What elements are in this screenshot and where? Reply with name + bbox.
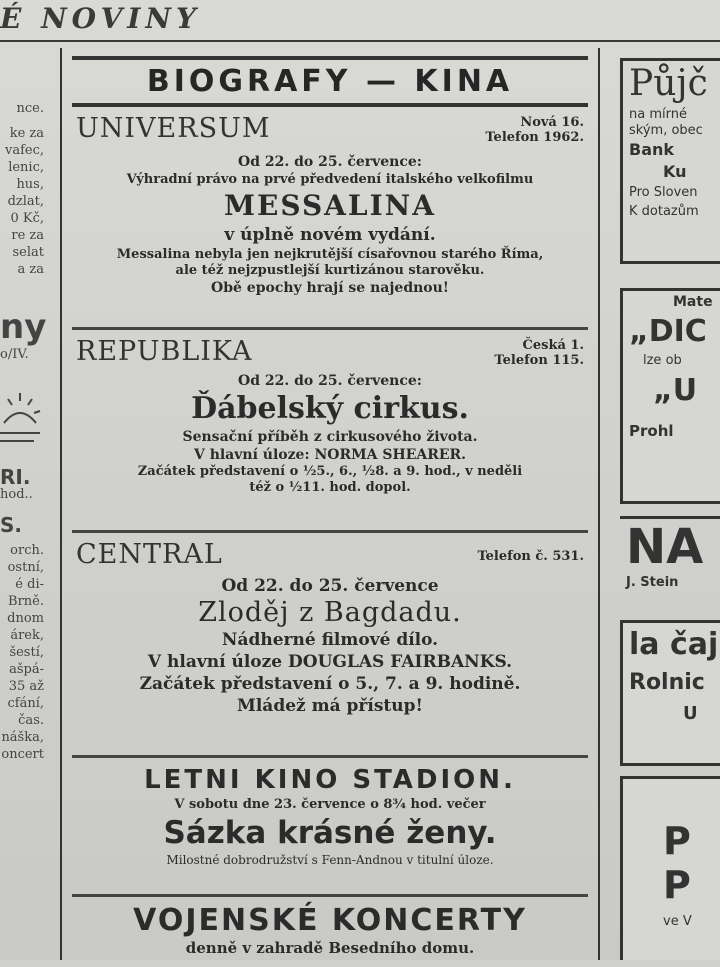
ad-text: V hlavní úloze DOUGLAS FAIRBANKS.	[147, 652, 513, 672]
fragment: lenic,	[8, 160, 44, 175]
fragment: S.	[0, 513, 23, 537]
film-title: MESSALINA	[224, 189, 436, 222]
fragment: hus,	[16, 177, 44, 192]
box-text: „U	[653, 373, 698, 408]
address-line: Česká 1.	[522, 338, 584, 353]
box-text: NA	[626, 519, 704, 575]
cinema-name: LETNI KINO STADION.	[144, 765, 516, 795]
fragment: Brně.	[8, 594, 44, 609]
ad-text: Výhradní právo na prvé předvedení italského velkofilmu	[126, 172, 534, 187]
ad-letni-kino-stadion	[72, 758, 588, 897]
header-title: BIOGRAFY — KINA	[146, 64, 514, 99]
ad-box-na	[620, 516, 720, 601]
section-header	[72, 56, 588, 107]
fragment: o/IV.	[0, 347, 29, 362]
cinema-name: UNIVERSUM	[76, 113, 271, 144]
fragment: náška,	[1, 730, 44, 745]
ad-box-loan	[620, 58, 720, 264]
cinema-name: CENTRAL	[76, 539, 223, 570]
fragment: šestí,	[9, 645, 44, 660]
masthead-rule	[0, 40, 720, 42]
ad-subtitle: v úplně novém vydání.	[224, 225, 436, 245]
cinema-address	[485, 115, 584, 145]
ad-text: Messalina nebyla jen nejkrutější císařovnou starého Říma,	[116, 247, 544, 262]
fragment: nce.	[16, 101, 44, 116]
cinema-ads-column	[60, 48, 600, 960]
ad-text: Mládež má přístup!	[237, 696, 423, 716]
fragment: selat	[12, 245, 44, 260]
box-text: P	[663, 863, 691, 907]
ad-text: Sensační příběh z cirkusového života.	[182, 429, 478, 445]
film-title: Zloděj z Bagdadu.	[198, 597, 462, 628]
box-text: na mírné	[629, 107, 687, 122]
fragment: oncert	[1, 747, 44, 762]
date-line: Od 22. do 25. července:	[238, 154, 422, 170]
cinema-name: REPUBLIKA	[76, 336, 253, 367]
date-line: Od 22. do 25. července	[221, 576, 439, 596]
address-line: Nová 16.	[520, 115, 584, 130]
cinema-address	[494, 338, 584, 368]
fragment: a za	[17, 262, 44, 277]
fragment: ny	[0, 307, 47, 347]
fragment: ostní,	[7, 560, 44, 575]
ad-text: Milostné dobrodružství s Fenn-Andnou v titulní úloze.	[166, 853, 494, 867]
fragment: ašpá-	[9, 662, 44, 677]
ad-text: Nádherné filmové dílo.	[221, 630, 439, 650]
box-text: Pro Sloven	[629, 185, 698, 200]
box-text: Prohl	[629, 422, 674, 440]
ad-text: Začátek představení o ½5., 6., ½8. a 9. hod., v neděli	[137, 464, 523, 479]
fragment: čas.	[18, 713, 44, 728]
ad-central	[72, 533, 588, 758]
box-text: J. Stein	[626, 575, 679, 590]
phone-line: Telefon 1962.	[485, 130, 584, 145]
masthead: É NOVINY	[0, 2, 201, 35]
fragment: orch.	[10, 543, 44, 558]
fragment: dzlat,	[7, 194, 44, 209]
ad-vojenske-koncerty	[72, 897, 588, 967]
date-line: Od 22. do 25. července:	[238, 373, 422, 389]
box-text: U	[683, 703, 698, 724]
fragment: hod..	[0, 487, 33, 502]
box-text: „DIC	[629, 314, 707, 349]
ad-text: V hlavní úloze: NORMA SHEARER.	[193, 447, 467, 463]
box-text: ve V	[663, 914, 692, 929]
ad-republika	[72, 330, 588, 533]
box-text: ským, obec	[629, 123, 703, 138]
ad-text: ale též nejzpustlejší kurtizánou starověku.	[175, 263, 485, 278]
ad-box-dic	[620, 288, 720, 504]
fragment: re za	[11, 228, 44, 243]
box-text: Rolnic	[629, 670, 705, 695]
fragment: 0 Kč,	[10, 211, 44, 226]
box-text: P	[663, 819, 691, 863]
ad-text: též o ½11. hod. dopol.	[249, 480, 411, 495]
fragment: cfání,	[7, 696, 44, 711]
film-title: Ďábelský cirkus.	[191, 391, 469, 426]
ad-box-bottom	[620, 776, 720, 960]
phone-line: Telefon č. 531.	[477, 549, 584, 564]
box-text: Ku	[663, 162, 687, 181]
fragment: dnom	[7, 611, 44, 626]
fragment: RI.	[0, 465, 31, 489]
concert-title: VOJENSKÉ KONCERTY	[133, 903, 527, 938]
phone-line: Telefon 115.	[494, 353, 584, 368]
left-column-fragments	[0, 100, 48, 960]
fragment: é di-	[15, 577, 44, 592]
fragment: vafec,	[4, 143, 44, 158]
ad-text: denně v zahradě Besedního domu.	[185, 939, 475, 957]
date-line: V sobotu dne 23. července o 8¾ hod. večer	[174, 797, 486, 812]
box-text: K dotazům	[629, 204, 699, 219]
cinema-address	[477, 549, 584, 564]
box-text: lze ob	[643, 353, 682, 368]
ad-box-caj	[620, 620, 720, 766]
ad-universum	[72, 107, 588, 330]
fragment: árek,	[10, 628, 44, 643]
film-title: Sázka krásné ženy.	[163, 815, 497, 851]
ad-text: Obě epochy hrají se najednou!	[211, 280, 449, 296]
box-text: Mate	[673, 294, 713, 310]
box-text: Bank	[629, 140, 675, 159]
ad-text: Začátek představení o 5., 7. a 9. hodině.	[139, 674, 521, 694]
fragment: 35 až	[8, 679, 44, 694]
box-text: la čaj	[629, 627, 719, 662]
sun-illustration	[0, 363, 48, 463]
box-text: Půjč	[629, 63, 708, 104]
right-column-ads	[612, 48, 720, 960]
fragment: ke za	[9, 126, 44, 141]
